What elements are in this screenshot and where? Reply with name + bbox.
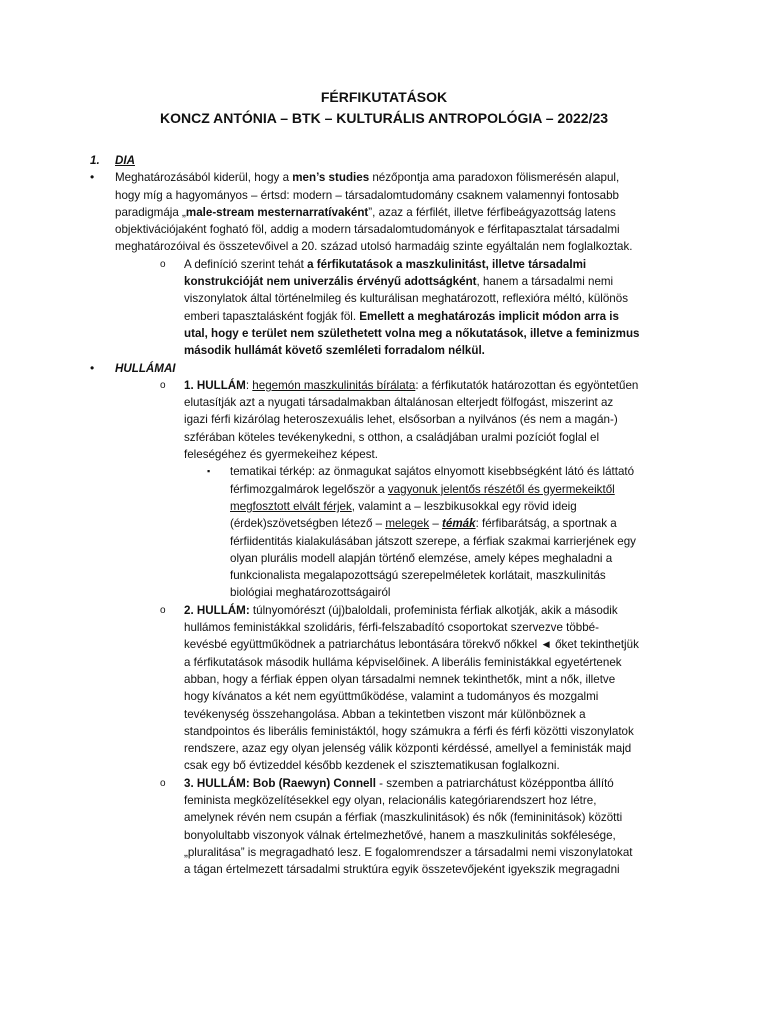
underlined-text: melegek	[385, 517, 430, 531]
square-marker: ▪	[207, 466, 211, 477]
document-title: FÉRFIKUTATÁSOK	[320, 89, 448, 105]
text-run: :	[245, 378, 253, 392]
text-run: túlnyomórészt (új)baloldali, profeminista férfiak alkotják, akik a második hullámos feministákkal szolidáris, férfi-felszabadító csoportokat szervezve többé-kevésbé együttműködnek a patriarchátus lebontására törekvő nőkkel ◄ őket tekinthetjük a férfikutatások második hulláma képviselőinek. A liberális feministákkal egyetértenek abban, hogy a férfiak éppen olyan társadalmi nemnek tekinthetők, mint a nők, illetve hogy kívánatos a két nem együttműködése, valamint a tudományos és mozgalmi tevékenység összehangolása. Abban a tekintetben viszont már különböznek a standpointos és liberális feministáktól, hogy számukra a férfi és férfi közötti viszonylatok rendszere, azaz egy olyan jelenség válik központi kérdéssé, amellyel a feministák majd csak egy bő évtizeddel később kezdenek el szisztematikusan foglalkozni.	[184, 603, 639, 773]
text-run: , hanem a társadalmi nemi viszonylatok által történelmileg és kulturálisan meghatározott, reflexióra méltó, különös emberi tapasztalásként fogják föl.	[184, 275, 628, 323]
bold-italic-underlined-text: témák	[442, 517, 476, 531]
subitem-definition-summary	[0, 256, 768, 360]
numbered-item-1	[0, 152, 768, 169]
circle-marker: o	[160, 258, 166, 270]
text-run: - szemben a patriarchátust középpontba állító feminista megközelítésekkel egy olyan, relacionális kategóriarendszert hoz létre, amelynek révén nem csupán a férfiak (maszkulinitások) és nők (femininitások) közötti bonyolultabb viszonyok válnak értelmezhetővé, hanem a maszkulinitás sokfélesége, „pluralitása” is megragadható lesz. E fogalomrendszer a társadalmi nemi viszonylatokat a tágan értelmezett társadalmi struktúra egyik összetevőjeként igyekszik megragadni	[184, 776, 633, 877]
text-run: tematikai térkép: az önmagukat sajátos elnyomott kisebbségként látó és láttató férfimozgalmárok legelőször a	[230, 465, 635, 496]
text-run: nézőpontja ama paradoxon fölismerésén alapul, hogy míg a hagyományos – értsd: modern – társadalomtudomány csaknem valamennyi fontosabb paradigmája „	[115, 171, 620, 219]
subsubitem-thematic-map	[0, 463, 768, 601]
section-heading-dia: DIA	[115, 154, 135, 167]
bold-text: men’s studies	[292, 171, 370, 185]
bold-text: Emellett a meghatározás implicit módon arra is utal, hogy e terület nem születhetett volna meg a nőkutatások, illetve a feminizmus második hullámát követő szemléleti forradalom nélkül.	[184, 309, 640, 358]
document-body	[0, 152, 768, 878]
title-block	[0, 88, 768, 128]
paragraph-thematic-map	[230, 463, 640, 601]
subitem-wave-3	[0, 775, 768, 879]
bold-text: male-stream mesternarratívaként	[185, 205, 369, 219]
subitem-wave-1	[0, 377, 768, 463]
section-heading-waves: HULLÁMAI	[115, 361, 176, 375]
wave-label: 3. HULLÁM: Bob (Raewyn) Connell	[184, 776, 376, 790]
paragraph-wave-2	[184, 602, 640, 775]
list-number: 1.	[90, 154, 100, 167]
paragraph-wave-1	[184, 377, 640, 463]
text-run: A definíció szerint tehát	[184, 257, 308, 271]
circle-marker: o	[160, 777, 166, 789]
text-run: Meghatározásából kiderül, hogy a	[115, 171, 293, 185]
text-run: –	[429, 517, 443, 531]
text-run: : a férfikutatók határozottan és egyöntetűen elutasítják azt a nyugati társadalmakban általánosan elterjedt fölfogást, miszerint az igazi férfi kizárólag heteroszexuális lehet, elsősorban a nyilvános (és nem a magán-) szférában köteles tevékenykedni, s otthon, a családjában uralmi pozíciót foglal el feleségéhez és gyermekeihez képest.	[184, 378, 639, 462]
underlined-text: vagyonuk jelentős részétől és gyermekeiktől megfosztott elvált férjek	[230, 482, 615, 513]
circle-marker: o	[160, 604, 166, 616]
text-run: : férfibarátság, a sportnak a férfiidentitás kialakulásában játszott szerepe, a férfiak szakmai karrierjének egy olyan plurális modell alapján történő elemzése, amely képes meghaladni a funkcionalista megalapozottságú szerepelméletek korlátait, maszkulinitás biológiai meghatározottságairól	[230, 517, 636, 600]
document-subtitle: KONCZ ANTÓNIA – BTK – KULTURÁLIS ANTROPOLÓGIA – 2022/23	[159, 110, 609, 126]
paragraph-wave-3	[184, 775, 640, 879]
bullet-item-waves	[0, 360, 768, 377]
paragraph-definition-summary	[184, 256, 640, 360]
bold-text: a férfikutatások a maszkulinitást, illetve társadalmi konstrukcióját nem univerzális érvényű adottságként	[184, 257, 587, 289]
underlined-text: hegemón maszkulinitás bírálata	[252, 378, 416, 392]
wave-label: 2. HULLÁM:	[184, 603, 250, 617]
bullet-marker: •	[90, 170, 95, 185]
text-run: , valamint a – leszbikusokkal egy rövid ideig (érdek)szövetségben létező –	[230, 499, 577, 531]
text-run: ”, azaz a férfilét, illetve férfibeágyazottság latens objektivációjaként fogható föl, addig a modern társadalomtudományok e férfitapasztalat társadalmi meghatározóival és összetevőivel a 20. század utolsó harmadáig szinte egyáltalán nem foglalkoztak.	[115, 205, 633, 254]
bullet-marker: •	[90, 360, 95, 375]
bullet-item-definition	[0, 169, 768, 255]
paragraph-definition	[115, 169, 640, 255]
circle-marker: o	[160, 379, 166, 391]
wave-label: 1. HULLÁM	[184, 378, 246, 392]
subitem-wave-2	[0, 602, 768, 775]
